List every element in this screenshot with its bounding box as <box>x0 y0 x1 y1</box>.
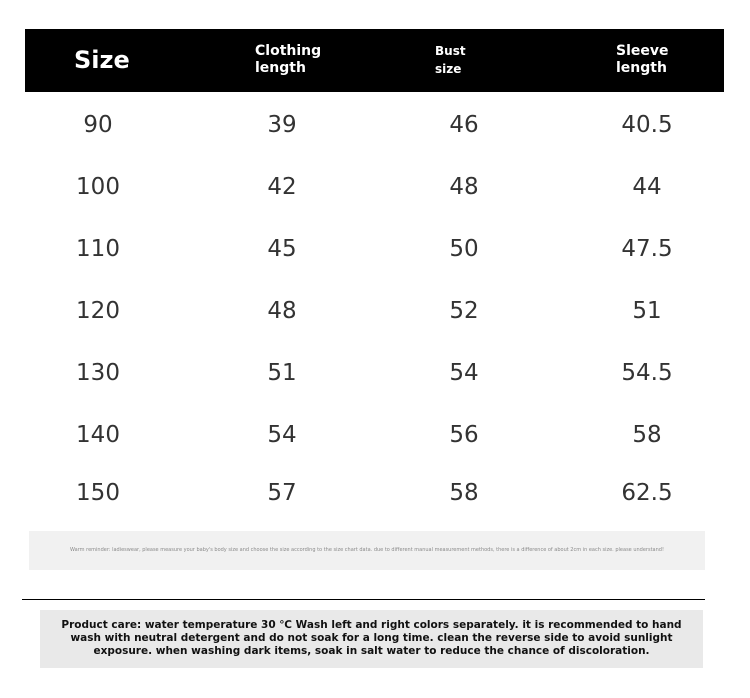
header-sleeve-length: Sleeve length <box>616 43 669 76</box>
cell-bust-size: 50 <box>449 236 479 262</box>
cell-size: 120 <box>76 298 120 324</box>
cell-size: 150 <box>76 480 120 506</box>
header-bust-size: Bust size <box>435 44 466 76</box>
cell-bust-size: 46 <box>449 112 479 138</box>
cell-size: 140 <box>76 422 120 448</box>
cell-sleeve-length: 51 <box>632 298 662 324</box>
table-row <box>0 353 750 393</box>
cell-clothing-length: 42 <box>267 174 297 200</box>
header-clothing-length: Clothing length <box>255 43 322 76</box>
cell-size: 110 <box>76 236 120 262</box>
header-size: Size <box>74 46 130 74</box>
cell-clothing-length: 54 <box>267 422 297 448</box>
table-row <box>0 473 750 513</box>
section-divider <box>22 599 705 600</box>
cell-sleeve-length: 47.5 <box>621 236 673 262</box>
cell-clothing-length: 45 <box>267 236 297 262</box>
cell-bust-size: 48 <box>449 174 479 200</box>
cell-sleeve-length: 44 <box>632 174 662 200</box>
warm-reminder-note: Warm reminder: ladieswear, please measure your baby's body size and choose the size according to the size chart data. due to different manual measurement methods, there is a difference of about 2cm in each size. please understand! <box>29 531 705 570</box>
table-row <box>0 167 750 207</box>
cell-clothing-length: 48 <box>267 298 297 324</box>
table-row <box>0 229 750 269</box>
cell-size: 130 <box>76 360 120 386</box>
table-row <box>0 415 750 455</box>
cell-sleeve-length: 54.5 <box>621 360 673 386</box>
cell-size: 90 <box>83 112 113 138</box>
cell-sleeve-length: 58 <box>632 422 662 448</box>
size-table-header <box>25 29 724 92</box>
cell-sleeve-length: 62.5 <box>621 480 673 506</box>
table-row <box>0 105 750 145</box>
cell-bust-size: 52 <box>449 298 479 324</box>
cell-size: 100 <box>76 174 120 200</box>
cell-clothing-length: 51 <box>267 360 297 386</box>
table-row <box>0 291 750 331</box>
cell-clothing-length: 57 <box>267 480 297 506</box>
cell-clothing-length: 39 <box>267 112 297 138</box>
cell-bust-size: 58 <box>449 480 479 506</box>
cell-bust-size: 54 <box>449 360 479 386</box>
product-care-note: Product care: water temperature 30 ℃ Wash left and right colors separately. it is recommended to hand wash with neutral detergent and do not soak for a long time. clean the reverse side to avoid sunlight exposure. when washing dark items, soak in salt water to reduce the chance of discoloration. <box>40 610 703 668</box>
cell-bust-size: 56 <box>449 422 479 448</box>
cell-sleeve-length: 40.5 <box>621 112 673 138</box>
